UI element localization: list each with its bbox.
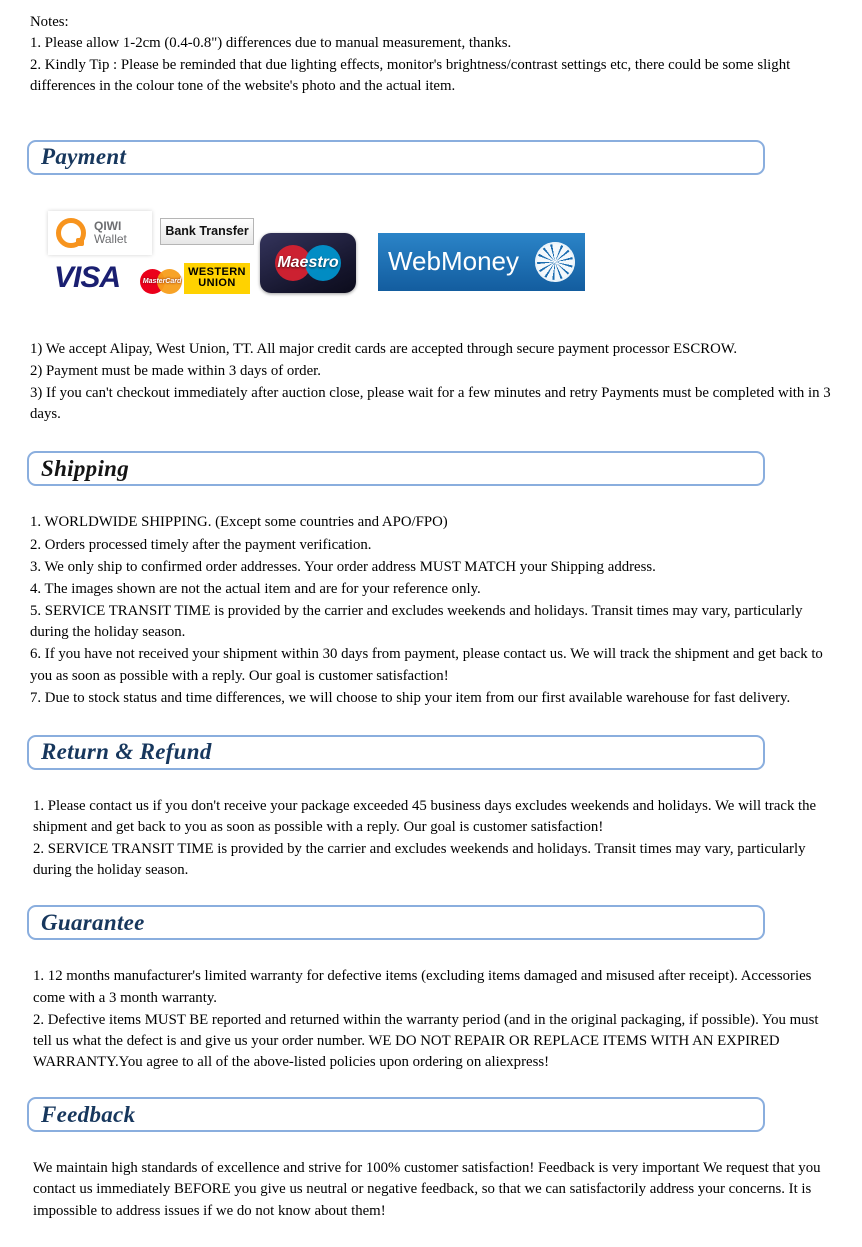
shipping-term-2: 2. Orders processed timely after the payment verification. [30, 536, 372, 553]
maestro-logo [260, 233, 356, 293]
return-refund-terms [30, 796, 832, 882]
section-header-shipping [27, 451, 765, 486]
qiwi-label: QIWI Wallet [94, 219, 127, 246]
payment-methods-strip [48, 211, 608, 313]
shipping-term-4: 4. The images shown are not the actual item and are for your reference only. [30, 580, 481, 597]
guarantee-title: Guarantee [41, 909, 145, 935]
guarantee-terms [30, 966, 832, 1073]
section-header-return-refund [27, 735, 765, 770]
payment-term-3: 3) If you can't checkout immediately after auction close, please wait for a few minutes and retry Payments must be completed with in 3 days. [30, 385, 831, 423]
payment-terms [30, 339, 832, 426]
feedback-paragraph: We maintain high standards of excellence and strive for 100% customer satisfaction! Feedback is very important We request that you contact us immediately BEFORE you give us neutral or negative feedback, so that we can satisfactorily address your concerns. It is impossible to address issues if we do not know about them! [33, 1160, 821, 1219]
shipping-term-6: 6. If you have not received your shipment within 30 days from payment, please contact us. We will track the shipment and get back to you as soon as possible with a reply. Our goal is customer satisfaction! [30, 646, 823, 684]
bank-transfer-logo: Bank Transfer [160, 218, 254, 245]
shipping-terms [30, 512, 832, 708]
payment-title: Payment [41, 144, 127, 170]
maestro-label: Maestro [277, 253, 339, 271]
bottom-spacer [0, 1223, 862, 1247]
visa-logo: VISA [54, 260, 121, 294]
return-refund-title: Return & Refund [41, 739, 212, 765]
shipping-term-3: 3. We only ship to confirmed order addresses. Your order address MUST MATCH your Shipping address. [30, 558, 656, 575]
shipping-title: Shipping [41, 455, 130, 481]
shipping-term-1: 1. WORLDWIDE SHIPPING. (Except some countries and APO/FPO) [30, 514, 448, 531]
webmoney-globe-icon [535, 242, 575, 282]
western-union-line1: WESTERN [188, 265, 246, 278]
payment-term-2: 2) Payment must be made within 3 days of order. [30, 362, 321, 379]
section-header-guarantee [27, 905, 765, 940]
guarantee-term-2: 2. Defective items MUST BE reported and returned within the warranty period (and in the original packaging, if possible). You must tell us what the defect is and give us your order number. WE DO NOT REPAIR OR REPLACE ITEMS WITH AN EXPIRED WARRANTY.You agree to all of the above-listed policies upon ordering on aliexpress! [33, 1011, 819, 1071]
western-union-logo [184, 263, 250, 294]
note-line-2: 2. Kindly Tip : Please be reminded that due lighting effects, monitor's brightness/contrast settings etc, there could be some slight differences in the colour tone of the website's photo and the actual item. [30, 56, 791, 95]
note-line-1: 1. Please allow 1-2cm (0.4-0.8") differences due to manual measurement, thanks. [30, 35, 512, 52]
return-term-2: 2. SERVICE TRANSIT TIME is provided by the carrier and excludes weekends and holidays. Transit times may vary, particularly during the holiday season. [33, 841, 806, 879]
feedback-title: Feedback [41, 1101, 136, 1127]
webmoney-logo [378, 233, 585, 291]
section-header-payment [27, 140, 765, 175]
notes-block [0, 0, 862, 98]
section-header-feedback [27, 1097, 765, 1132]
western-union-line2: UNION [198, 277, 236, 290]
payment-term-1: 1) We accept Alipay, West Union, TT. All major credit cards are accepted through secure payment processor ESCROW. [30, 340, 738, 357]
mastercard-label: MasterCard [142, 277, 182, 285]
notes-title: Notes: [30, 14, 69, 30]
qiwi-icon [56, 218, 86, 248]
shipping-term-5: 5. SERVICE TRANSIT TIME is provided by the carrier and excludes weekends and holidays. Transit times may vary, particularly during the holiday season. [30, 603, 803, 641]
guarantee-term-1: 1. 12 months manufacturer's limited warranty for defective items (excluding items damaged and misused after receipt). Accessories come with a 3 month warranty. [33, 968, 812, 1006]
mastercard-logo [140, 269, 184, 295]
return-term-1: 1. Please contact us if you don't receive your package exceeded 45 business days excludes weekends and holidays. We will track the shipment and get back to you as soon as possible with a reply. Our goal is customer satisfaction! [33, 797, 817, 835]
qiwi-wallet-logo [48, 211, 152, 255]
webmoney-label: WebMoney [387, 246, 520, 277]
feedback-text [30, 1158, 832, 1221]
shipping-term-7: 7. Due to stock status and time differences, we will choose to ship your item from our first available warehouse for fast delivery. [30, 689, 791, 706]
